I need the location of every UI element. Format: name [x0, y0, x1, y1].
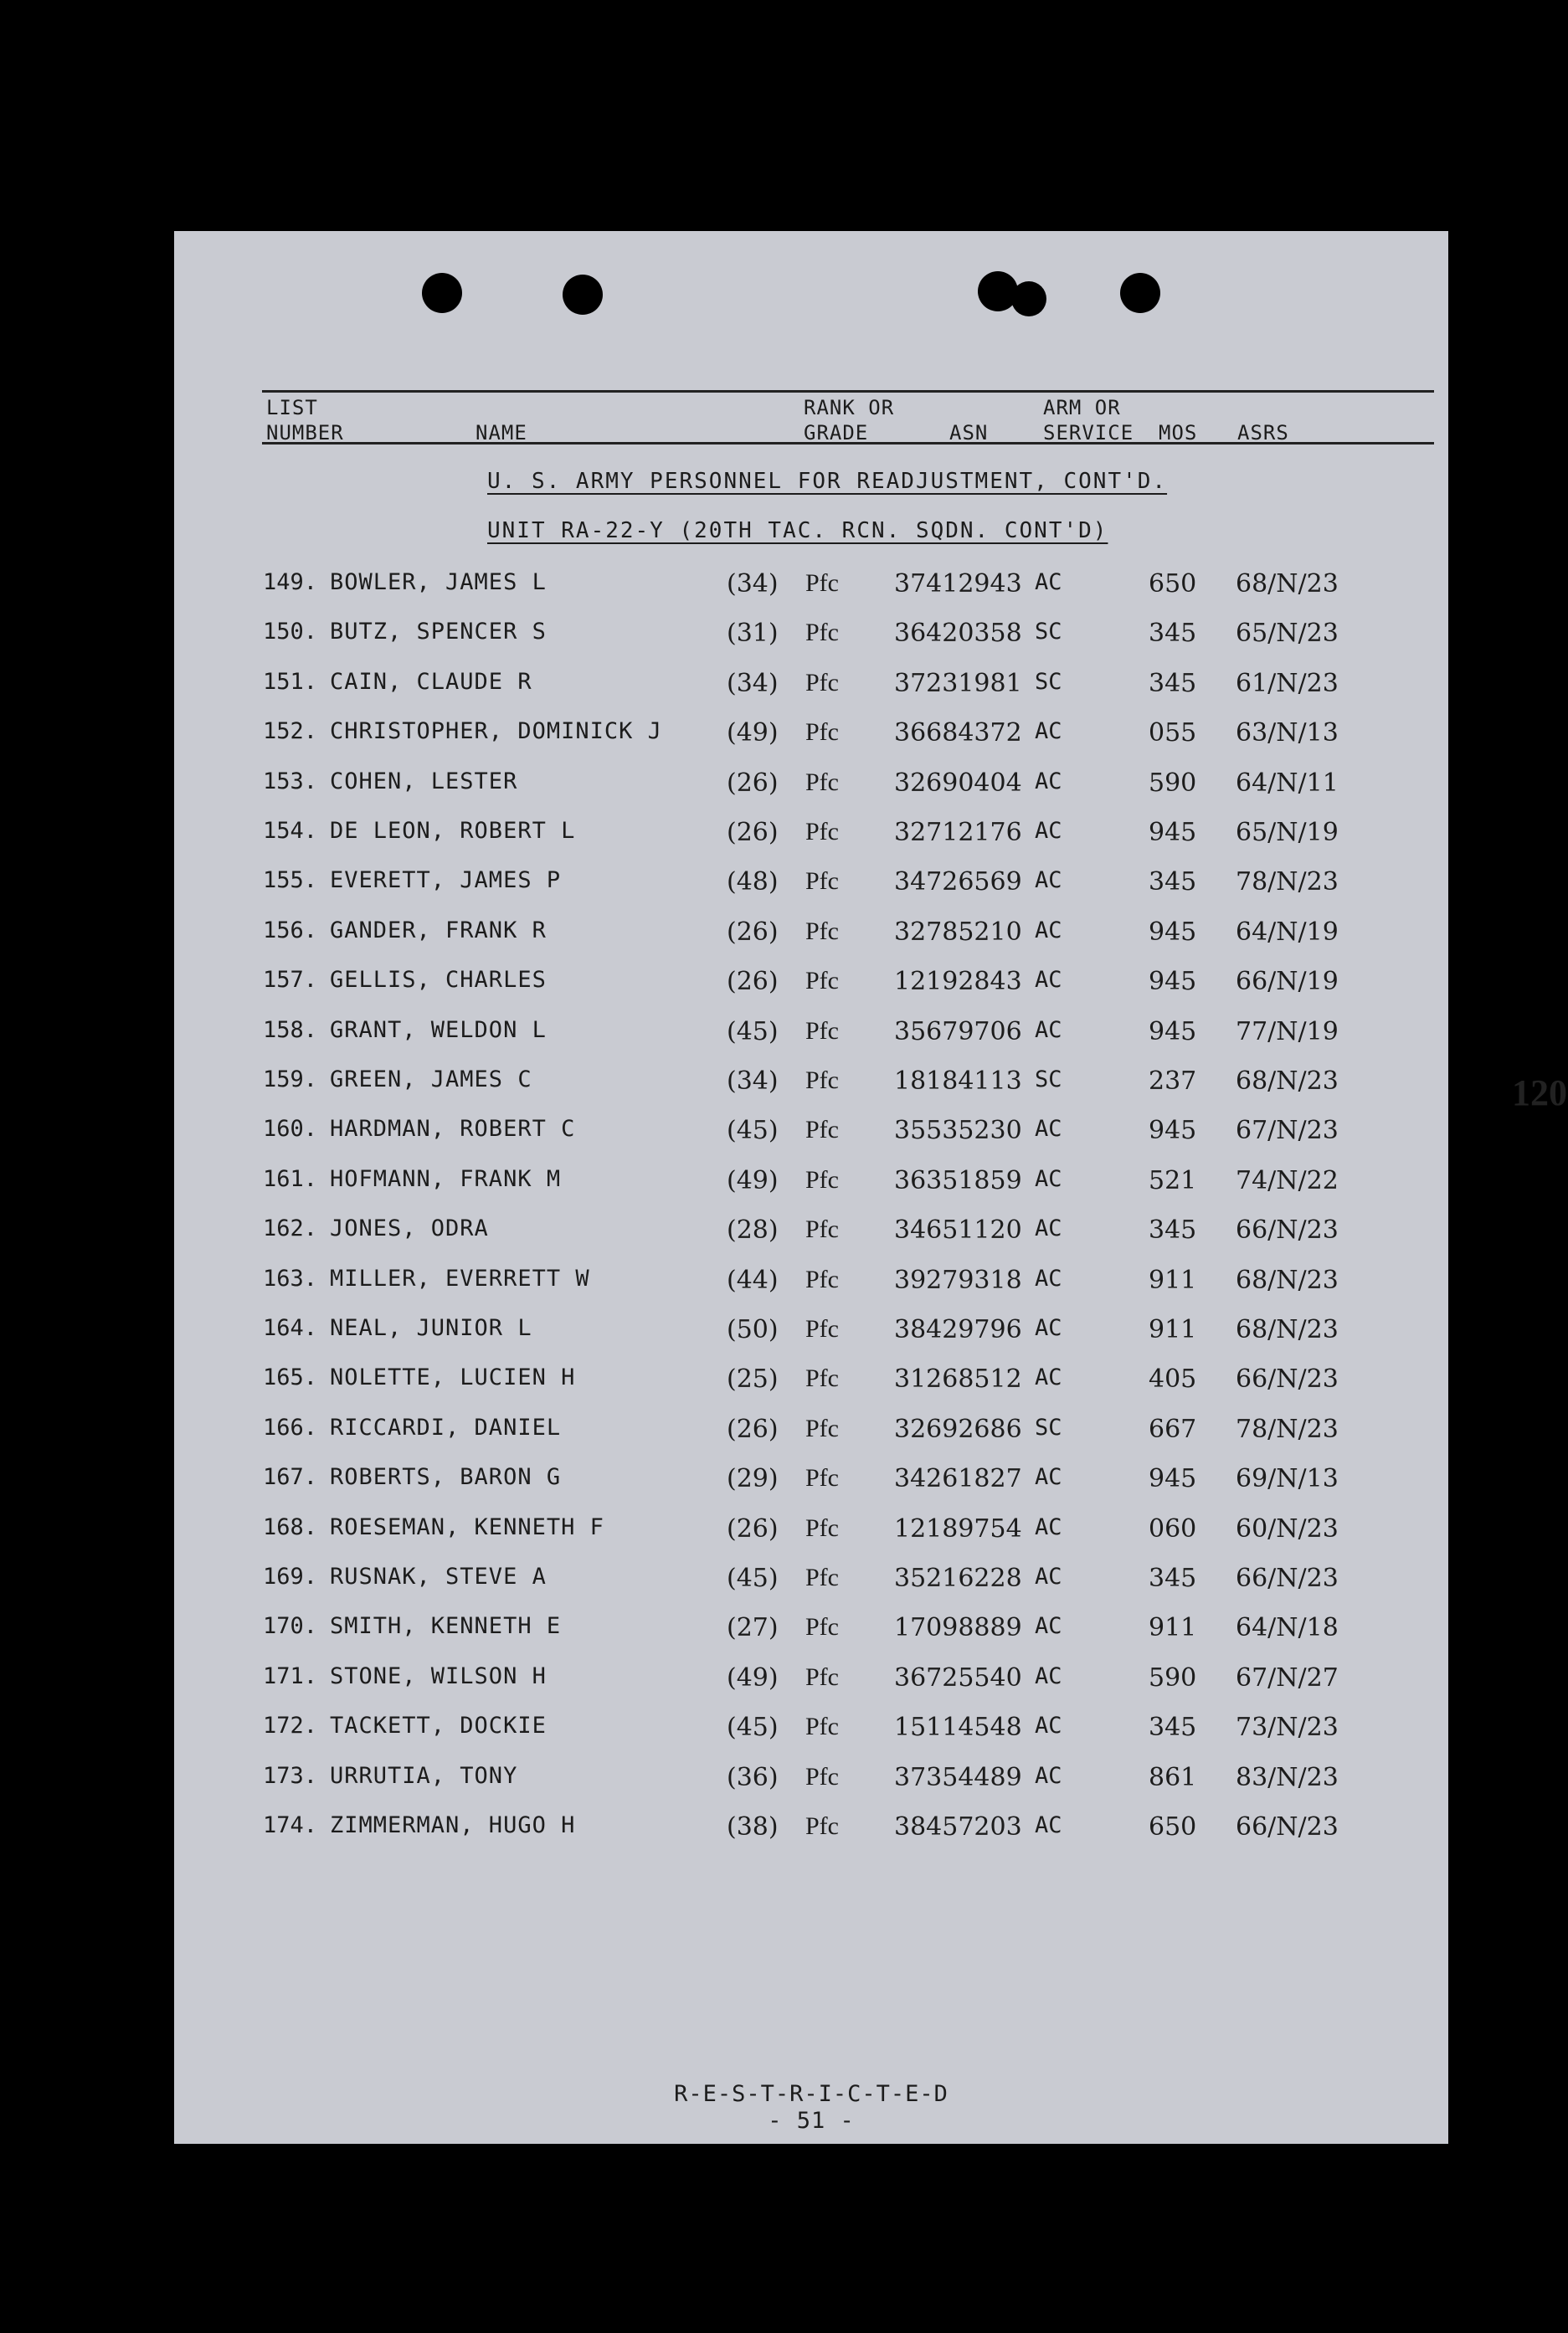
cell-rank: Pfc [805, 967, 839, 995]
title-personnel: U. S. ARMY PERSONNEL FOR READJUSTMENT, CONT'D. [487, 469, 1168, 494]
cell-rank: Pfc [805, 1215, 839, 1244]
cell-rank: Pfc [805, 718, 839, 747]
table-row [174, 1713, 1448, 1746]
table-row [174, 1315, 1448, 1349]
cell-asn: 39279318 [894, 1265, 1022, 1295]
cell-age: (50) [727, 1315, 779, 1344]
cell-name: EVERETT, JAMES P [330, 867, 562, 894]
cell-name: GANDER, FRANK R [330, 917, 547, 943]
cell-rank: Pfc [805, 768, 839, 796]
cell-num: 164. [263, 1315, 318, 1341]
cell-asn: 36684372 [894, 718, 1022, 748]
cell-rank: Pfc [805, 1613, 839, 1642]
cell-num: 173. [263, 1762, 318, 1789]
cell-rank: Pfc [805, 1662, 839, 1691]
cell-age: (26) [727, 1414, 779, 1444]
cell-asn: 15114548 [894, 1713, 1022, 1743]
cell-mos: 345 [1149, 1713, 1197, 1743]
cell-arm: AC [1035, 867, 1062, 894]
cell-age: (44) [727, 1265, 779, 1295]
cell-name: TACKETT, DOCKIE [330, 1713, 547, 1739]
cell-mos: 911 [1149, 1265, 1197, 1295]
cell-age: (49) [727, 1662, 779, 1693]
cell-rank: Pfc [805, 1762, 839, 1791]
cell-arm: AC [1035, 1713, 1062, 1739]
cell-name: MILLER, EVERRETT W [330, 1265, 590, 1292]
col-header-asn: ASN [949, 421, 989, 445]
cell-age: (45) [727, 1016, 779, 1046]
cell-mos: 345 [1149, 668, 1197, 698]
cell-age: (48) [727, 867, 779, 897]
table-row [174, 1613, 1448, 1647]
cell-rank: Pfc [805, 1116, 839, 1144]
cell-num: 160. [263, 1116, 318, 1143]
cell-num: 170. [263, 1613, 318, 1640]
cell-arm: AC [1035, 1265, 1062, 1292]
cell-mos: 945 [1149, 818, 1197, 847]
cell-age: (49) [727, 718, 779, 748]
cell-asn: 18184113 [894, 1066, 1022, 1096]
cell-asrs: 67/N/27 [1236, 1662, 1339, 1693]
cell-rank: Pfc [805, 1315, 839, 1343]
cell-age: (27) [727, 1613, 779, 1643]
page-stamp-number: 120 [1512, 1072, 1567, 1113]
cell-asrs: 77/N/19 [1236, 1016, 1339, 1046]
cell-arm: AC [1035, 1116, 1062, 1143]
table-row [174, 917, 1448, 951]
cell-age: (38) [727, 1812, 779, 1842]
punch-hole [1120, 273, 1160, 313]
cell-mos: 345 [1149, 1564, 1197, 1593]
cell-asn: 32785210 [894, 917, 1022, 947]
cell-name: BUTZ, SPENCER S [330, 619, 547, 645]
cell-asrs: 83/N/23 [1236, 1762, 1339, 1792]
cell-rank: Pfc [805, 1812, 839, 1840]
table-row [174, 768, 1448, 802]
punch-hole [1011, 281, 1046, 316]
cell-asrs: 66/N/23 [1236, 1364, 1339, 1395]
cell-asn: 36725540 [894, 1662, 1022, 1693]
cell-asn: 34261827 [894, 1464, 1022, 1494]
cell-asn: 37412943 [894, 569, 1022, 599]
cell-num: 152. [263, 718, 318, 745]
cell-rank: Pfc [805, 668, 839, 696]
cell-rank: Pfc [805, 1564, 839, 1591]
cell-mos: 590 [1149, 768, 1197, 798]
cell-rank: Pfc [805, 1713, 839, 1741]
cell-age: (26) [727, 967, 779, 997]
cell-rank: Pfc [805, 1414, 839, 1442]
table-row [174, 718, 1448, 752]
cell-num: 161. [263, 1165, 318, 1192]
cell-name: JONES, ODRA [330, 1215, 489, 1242]
cell-rank: Pfc [805, 818, 839, 845]
cell-mos: 945 [1149, 1464, 1197, 1494]
cell-age: (26) [727, 1513, 779, 1544]
cell-arm: AC [1035, 1564, 1062, 1590]
cell-asrs: 68/N/23 [1236, 1315, 1339, 1344]
punch-hole [563, 275, 603, 315]
cell-num: 153. [263, 768, 318, 794]
cell-age: (45) [727, 1713, 779, 1743]
cell-name: SMITH, KENNETH E [330, 1613, 562, 1640]
cell-name: BOWLER, JAMES L [330, 569, 547, 595]
cell-asrs: 68/N/23 [1236, 1265, 1339, 1295]
cell-name: STONE, WILSON H [330, 1662, 547, 1689]
cell-name: URRUTIA, TONY [330, 1762, 518, 1789]
cell-arm: AC [1035, 1812, 1062, 1838]
cell-name: CAIN, CLAUDE R [330, 668, 532, 695]
cell-rank: Pfc [805, 1513, 839, 1542]
cell-age: (26) [727, 917, 779, 947]
cell-age: (45) [727, 1564, 779, 1593]
cell-mos: 521 [1149, 1165, 1197, 1195]
cell-mos: 237 [1149, 1066, 1197, 1096]
cell-asrs: 74/N/22 [1236, 1165, 1339, 1195]
cell-asrs: 66/N/23 [1236, 1215, 1339, 1246]
cell-arm: AC [1035, 1613, 1062, 1640]
table-row [174, 1166, 1448, 1200]
cell-asrs: 66/N/19 [1236, 967, 1339, 997]
cell-rank: Pfc [805, 1165, 839, 1194]
table-row [174, 619, 1448, 652]
classification-footer: R-E-S-T-R-I-C-T-E-D [674, 2081, 949, 2107]
cell-mos: 060 [1149, 1513, 1197, 1544]
cell-num: 165. [263, 1364, 318, 1391]
cell-mos: 911 [1149, 1315, 1197, 1344]
cell-mos: 945 [1149, 967, 1197, 997]
cell-asn: 38457203 [894, 1812, 1022, 1842]
cell-rank: Pfc [805, 1016, 839, 1045]
cell-arm: AC [1035, 1165, 1062, 1192]
cell-num: 171. [263, 1662, 318, 1689]
cell-num: 150. [263, 619, 318, 645]
cell-rank: Pfc [805, 867, 839, 896]
cell-name: GRANT, WELDON L [330, 1016, 547, 1043]
table-row [174, 1116, 1448, 1149]
cell-arm: AC [1035, 768, 1062, 794]
cell-arm: AC [1035, 1364, 1062, 1391]
cell-name: NEAL, JUNIOR L [330, 1315, 532, 1341]
cell-asn: 38429796 [894, 1315, 1022, 1344]
cell-name: CHRISTOPHER, DOMINICK J [330, 718, 662, 745]
table-row [174, 818, 1448, 851]
cell-arm: AC [1035, 967, 1062, 994]
cell-asrs: 66/N/23 [1236, 1812, 1339, 1842]
cell-asn: 12189754 [894, 1513, 1022, 1544]
cell-asn: 34651120 [894, 1215, 1022, 1246]
cell-arm: SC [1035, 619, 1062, 645]
cell-num: 169. [263, 1564, 318, 1590]
cell-num: 166. [263, 1414, 318, 1441]
cell-asrs: 67/N/23 [1236, 1116, 1339, 1146]
cell-arm: AC [1035, 718, 1062, 745]
punch-hole [422, 273, 462, 313]
cell-arm: SC [1035, 668, 1062, 695]
cell-asn: 31268512 [894, 1364, 1022, 1395]
cell-arm: SC [1035, 1414, 1062, 1441]
cell-asn: 36420358 [894, 619, 1022, 649]
cell-rank: Pfc [805, 1066, 839, 1094]
cell-num: 151. [263, 668, 318, 695]
cell-num: 159. [263, 1066, 318, 1092]
col-header-asrs: ASRS [1237, 421, 1289, 445]
cell-rank: Pfc [805, 1265, 839, 1293]
cell-num: 157. [263, 967, 318, 994]
col-header-rank: RANK OR GRADE [804, 396, 895, 445]
cell-asn: 32692686 [894, 1414, 1022, 1444]
cell-name: COHEN, LESTER [330, 768, 518, 794]
table-row [174, 1464, 1448, 1498]
cell-asn: 37231981 [894, 668, 1022, 698]
cell-age: (34) [727, 569, 779, 599]
cell-num: 154. [263, 818, 318, 844]
cell-num: 155. [263, 867, 318, 894]
cell-name: ZIMMERMAN, HUGO H [330, 1812, 576, 1838]
cell-num: 149. [263, 569, 318, 595]
cell-mos: 667 [1149, 1414, 1197, 1444]
cell-mos: 345 [1149, 867, 1197, 897]
cell-asn: 32712176 [894, 818, 1022, 847]
cell-age: (34) [727, 668, 779, 698]
cell-age: (34) [727, 1066, 779, 1096]
col-header-arm: ARM OR SERVICE [1043, 396, 1134, 445]
cell-age: (49) [727, 1165, 779, 1195]
cell-name: RUSNAK, STEVE A [330, 1564, 547, 1590]
table-row [174, 1415, 1448, 1448]
cell-age: (28) [727, 1215, 779, 1246]
cell-name: HARDMAN, ROBERT C [330, 1116, 576, 1143]
cell-name: GREEN, JAMES C [330, 1066, 532, 1092]
col-header-name: NAME [476, 421, 527, 445]
table-row [174, 1812, 1448, 1846]
cell-arm: AC [1035, 1464, 1062, 1491]
cell-asrs: 68/N/23 [1236, 569, 1339, 599]
cell-asrs: 64/N/19 [1236, 917, 1339, 947]
col-header-mos: MOS [1159, 421, 1198, 445]
cell-mos: 650 [1149, 569, 1197, 599]
cell-num: 162. [263, 1215, 318, 1242]
cell-age: (26) [727, 768, 779, 798]
table-row [174, 1266, 1448, 1299]
table-row [174, 1066, 1448, 1100]
table-row [174, 867, 1448, 901]
cell-name: DE LEON, ROBERT L [330, 818, 576, 844]
cell-asn: 35216228 [894, 1564, 1022, 1593]
cell-asrs: 61/N/23 [1236, 668, 1339, 698]
table-row [174, 1215, 1448, 1249]
cell-rank: Pfc [805, 619, 839, 647]
cell-asrs: 60/N/23 [1236, 1513, 1339, 1544]
cell-asrs: 64/N/11 [1236, 768, 1339, 798]
cell-asrs: 78/N/23 [1236, 1414, 1339, 1444]
cell-num: 167. [263, 1464, 318, 1491]
cell-mos: 945 [1149, 1016, 1197, 1046]
cell-arm: AC [1035, 917, 1062, 943]
cell-arm: AC [1035, 1513, 1062, 1540]
cell-arm: AC [1035, 1315, 1062, 1341]
cell-num: 163. [263, 1265, 318, 1292]
cell-asrs: 69/N/13 [1236, 1464, 1339, 1494]
cell-asn: 32690404 [894, 768, 1022, 798]
cell-asn: 35535230 [894, 1116, 1022, 1146]
table-row [174, 1017, 1448, 1051]
cell-asn: 34726569 [894, 867, 1022, 897]
cell-mos: 650 [1149, 1812, 1197, 1842]
cell-asn: 12192843 [894, 967, 1022, 997]
table-row [174, 569, 1448, 603]
cell-asrs: 65/N/19 [1236, 818, 1339, 847]
cell-age: (45) [727, 1116, 779, 1146]
page-number: - 51 - [768, 2108, 855, 2134]
table-row [174, 1663, 1448, 1697]
cell-arm: AC [1035, 1016, 1062, 1043]
cell-mos: 055 [1149, 718, 1197, 748]
cell-mos: 345 [1149, 1215, 1197, 1246]
table-row [174, 669, 1448, 702]
cell-mos: 590 [1149, 1662, 1197, 1693]
cell-num: 168. [263, 1513, 318, 1540]
cell-asrs: 64/N/18 [1236, 1613, 1339, 1643]
cell-asrs: 68/N/23 [1236, 1066, 1339, 1096]
table-row [174, 1564, 1448, 1597]
cell-age: (26) [727, 818, 779, 847]
cell-asrs: 78/N/23 [1236, 867, 1339, 897]
cell-name: HOFMANN, FRANK M [330, 1165, 562, 1192]
cell-rank: Pfc [805, 569, 839, 597]
cell-name: RICCARDI, DANIEL [330, 1414, 562, 1441]
cell-asn: 36351859 [894, 1165, 1022, 1195]
table-row [174, 967, 1448, 1000]
cell-name: ROBERTS, BARON G [330, 1464, 562, 1491]
cell-rank: Pfc [805, 1464, 839, 1493]
cell-asn: 35679706 [894, 1016, 1022, 1046]
cell-arm: AC [1035, 569, 1062, 595]
cell-arm: AC [1035, 818, 1062, 844]
cell-rank: Pfc [805, 1364, 839, 1393]
cell-arm: AC [1035, 1662, 1062, 1689]
cell-asrs: 63/N/13 [1236, 718, 1339, 748]
header-rule-top [262, 390, 1434, 393]
title-unit: UNIT RA-22-Y (20TH TAC. RCN. SQDN. CONT'D) [487, 518, 1108, 543]
cell-num: 172. [263, 1713, 318, 1739]
cell-arm: SC [1035, 1066, 1062, 1092]
cell-arm: AC [1035, 1762, 1062, 1789]
cell-age: (25) [727, 1364, 779, 1395]
cell-mos: 861 [1149, 1762, 1197, 1792]
table-row [174, 1364, 1448, 1398]
cell-num: 174. [263, 1812, 318, 1838]
cell-asrs: 66/N/23 [1236, 1564, 1339, 1593]
document-page [174, 231, 1567, 2144]
cell-age: (36) [727, 1762, 779, 1792]
cell-name: ROESEMAN, KENNETH F [330, 1513, 604, 1540]
cell-arm: AC [1035, 1215, 1062, 1242]
cell-mos: 405 [1149, 1364, 1197, 1395]
cell-name: NOLETTE, LUCIEN H [330, 1364, 576, 1391]
cell-num: 156. [263, 917, 318, 943]
cell-asn: 17098889 [894, 1613, 1022, 1643]
cell-asrs: 73/N/23 [1236, 1713, 1339, 1743]
cell-mos: 945 [1149, 917, 1197, 947]
cell-asn: 37354489 [894, 1762, 1022, 1792]
cell-age: (31) [727, 619, 779, 649]
cell-mos: 945 [1149, 1116, 1197, 1146]
cell-num: 158. [263, 1016, 318, 1043]
table-row [174, 1514, 1448, 1548]
col-header-list: LIST NUMBER [266, 396, 344, 445]
cell-name: GELLIS, CHARLES [330, 967, 547, 994]
cell-mos: 911 [1149, 1613, 1197, 1643]
cell-asrs: 65/N/23 [1236, 619, 1339, 649]
cell-rank: Pfc [805, 917, 839, 945]
cell-mos: 345 [1149, 619, 1197, 649]
table-row [174, 1763, 1448, 1796]
cell-age: (29) [727, 1464, 779, 1494]
